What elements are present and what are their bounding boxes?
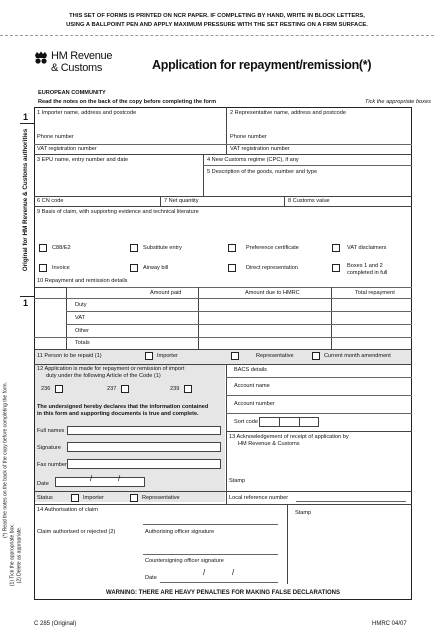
form-title: Application for repayment/remission(*): [152, 58, 372, 72]
declaration-line2: in this form and supporting documents is true and complete.: [37, 411, 199, 417]
footnote-2: (1) Tick the appropriate box.: [9, 523, 16, 587]
divider-12-bacs: [226, 364, 227, 504]
tick-boxes-label: Tick the appropriate boxes: [365, 99, 431, 105]
date-14-label: Date: [145, 575, 157, 581]
logo-line2: & Customs: [51, 62, 103, 74]
read-notes-label: Read the notes on the back of the copy before completing the form: [38, 99, 217, 105]
repay-representative-checkbox[interactable]: [231, 352, 239, 360]
divider-7-8: [284, 196, 285, 206]
field-2-label: 2 Representative name, address and postcode: [230, 110, 346, 116]
substitute-entry-label: Substitute entry: [143, 245, 182, 251]
field-14-label: 14 Authorisation of claim: [37, 507, 98, 513]
current-month-checkbox[interactable]: [312, 352, 320, 360]
article-239-checkbox[interactable]: [184, 385, 192, 393]
row-vat-label: VAT: [75, 315, 86, 321]
sort-code-input[interactable]: [259, 417, 319, 427]
divider-14-stamp: [287, 504, 288, 584]
article-236-checkbox[interactable]: [55, 385, 63, 393]
direct-representation-checkbox[interactable]: [228, 264, 236, 272]
date-14-slash-1: /: [203, 568, 206, 577]
field-3-label: 3 EPU name, entry number and date: [37, 157, 129, 163]
ncr-notice-line2: USING A BALLPOINT PEN AND APPLY MAXIMUM PRESSURE WITH THE SET RESTING ON A FIRM SURFACE.: [66, 22, 368, 28]
authorising-signature-label: Authorising officer signature: [145, 529, 215, 535]
rule-row1[interactable]: [34, 154, 412, 155]
article-237-label: 237: [107, 386, 117, 392]
fax-input[interactable]: [67, 459, 221, 469]
rule-row6: [34, 206, 412, 207]
countersigning-signature-label: Countersigning officer signature: [145, 558, 224, 564]
vat-label-2: VAT registration number: [230, 146, 290, 152]
article-236-label: 236: [41, 386, 51, 392]
authorising-signature-line[interactable]: [143, 524, 278, 525]
rule-phone: [34, 144, 412, 145]
field-1-label: 1 Importer name, address and postcode: [37, 110, 137, 116]
divider-6-7: [160, 196, 161, 206]
copy-number-bottom: 1: [23, 298, 29, 308]
vat-disclaimers-checkbox[interactable]: [332, 244, 340, 252]
phone-label-2: Phone number: [230, 134, 267, 140]
phone-label-1: Phone number: [37, 134, 74, 140]
date-slash-2: /: [118, 474, 121, 483]
row-other-label: Other: [75, 328, 89, 334]
preference-certificate-checkbox[interactable]: [228, 244, 236, 252]
divider-10-c: [331, 287, 332, 349]
divider-1-2: [226, 107, 227, 154]
perforation-line: [0, 35, 434, 36]
rule-10-h4: [34, 337, 412, 338]
boxes-complete-label-2: completed in full: [347, 270, 388, 276]
date-input[interactable]: [55, 474, 145, 487]
rule-row3: [34, 196, 412, 197]
field-11-label: 11 Person to be repaid (1): [37, 353, 102, 359]
direct-representation-label: Direct representation: [246, 265, 298, 271]
sort-code-split-1: [279, 417, 280, 427]
field-10-label: 10 Repayment and remission details: [37, 278, 128, 284]
rule-10-h2: [66, 311, 412, 312]
copy-number-top: 1: [23, 112, 29, 122]
side-original-label: Original for HM Revenue & Customs authorities: [21, 128, 29, 272]
account-name-label: Account name: [234, 383, 270, 389]
field-12-line1: 12 Application is made for repayment or remission of import: [37, 366, 185, 372]
boxes-complete-label-1: Boxes 1 and 2: [347, 263, 383, 269]
status-representative-checkbox[interactable]: [130, 494, 138, 502]
article-239-label: 239: [170, 386, 180, 392]
footnote-3: (2) Delete as appropriate.: [16, 526, 23, 584]
claim-authorised-label: Claim authorised or rejected (2): [37, 529, 116, 535]
field-12-line2: duty under the following Article of the Code (1): [46, 373, 161, 379]
field-13-line1: 13 Acknowledgement of receipt of application by: [229, 434, 349, 440]
field-5-label: 5 Description of the goods, number and type: [207, 169, 318, 175]
countersigning-signature-line[interactable]: [143, 554, 278, 555]
current-month-label: Current month amendment: [324, 353, 391, 359]
local-reference-label: Local reference number: [229, 495, 289, 501]
field-4-label: 4 New Customs regime (CPC), if any: [207, 157, 299, 163]
status-representative-label: Representative: [142, 495, 180, 501]
rule-bacs-1: [226, 377, 412, 378]
rule-13-ref: [226, 491, 412, 492]
amount-paid-header: Amount paid: [150, 290, 182, 296]
preference-certificate-label: Preference certificate: [246, 245, 299, 251]
date-14-slash-2: /: [232, 568, 235, 577]
form-code-footer: C 285 (Original): [34, 621, 77, 627]
repay-importer-checkbox[interactable]: [145, 352, 153, 360]
rule-4-5: [203, 165, 412, 166]
full-names-input[interactable]: [67, 426, 221, 435]
signature-input[interactable]: [67, 442, 221, 452]
ncr-notice-line1: THIS SET OF FORMS IS PRINTED ON NCR PAPER. IF COMPLETING BY HAND, WRITE IN BLOCK LETTERS,: [69, 13, 365, 19]
repay-importer-label: Importer: [157, 353, 178, 359]
field-6-label: 6 CN code: [37, 198, 64, 204]
vat-disclaimers-label: VAT disclaimers: [347, 245, 387, 251]
signature-label: Signature: [37, 445, 61, 451]
substitute-entry-checkbox[interactable]: [130, 244, 138, 252]
declaration-line1: The undersigned hereby declares that the information contained: [37, 404, 209, 410]
row-totals-label: Totals: [75, 340, 90, 346]
date-slash-1: /: [90, 474, 93, 483]
date-14-line[interactable]: [160, 582, 278, 583]
rule-10-h1: [34, 298, 412, 299]
field-8-label: 8 Customs value: [288, 198, 330, 204]
field-7-label: 7 Net quantity: [164, 198, 199, 204]
divider-3-4: [203, 154, 204, 196]
c88-label: C88/E2: [52, 245, 71, 251]
article-237-checkbox[interactable]: [121, 385, 129, 393]
amount-due-header: Amount due to HMRC: [245, 290, 300, 296]
c88-checkbox[interactable]: [39, 244, 47, 252]
divider-10-a: [66, 287, 67, 349]
invoice-checkbox[interactable]: [39, 264, 47, 272]
stamp-14-label: Stamp: [295, 510, 312, 516]
rule-status: [34, 491, 226, 492]
side-rule-top: [20, 123, 34, 124]
boxes-complete-checkbox[interactable]: [332, 264, 340, 272]
account-number-label: Account number: [234, 401, 275, 407]
full-names-label: Full names: [37, 428, 65, 434]
logo-line1: HM Revenue: [51, 50, 113, 62]
field-13-line2: HM Revenue & Customs: [238, 441, 300, 447]
rule-bacs-3: [226, 413, 412, 414]
sort-code-split-2: [299, 417, 300, 427]
fax-label: Fax number: [37, 462, 67, 468]
rule-10-h3: [66, 324, 412, 325]
warning-text: WARNING: THERE ARE HEAVY PENALTIES FOR MAKING FALSE DECLARATIONS: [105, 590, 340, 596]
date-label: Date: [37, 481, 49, 487]
status-label: Status: [37, 495, 53, 501]
hmrc-crest-icon: [34, 51, 48, 70]
bacs-details-label: BACS details: [234, 367, 267, 373]
local-reference-input[interactable]: [296, 501, 406, 502]
total-repayment-header: Total repayment: [355, 290, 395, 296]
status-importer-label: Importer: [83, 495, 104, 501]
rule-10-header: [66, 287, 412, 288]
field-9-label: 9 Basis of claim, with supporting evidence and technical literature: [37, 209, 199, 215]
sort-code-label: Sort code: [234, 419, 258, 425]
footnote-1: (*) Read the notes on the back of the copy before completing the form.: [2, 382, 9, 538]
european-community-label: EUROPEAN COMMUNITY: [38, 90, 106, 96]
rule-bacs-2: [226, 395, 412, 396]
row-duty-label: Duty: [75, 302, 87, 308]
repay-representative-label: Representative: [256, 353, 294, 359]
rule-row12: [34, 504, 412, 505]
side-rule-bottom: [20, 296, 34, 297]
airway-bill-label: Airway bill: [143, 265, 169, 271]
divider-10-b: [198, 287, 199, 349]
vat-label-1: VAT registration number: [37, 146, 97, 152]
stamp-13-label: Stamp: [229, 478, 246, 484]
invoice-label: Invoice: [52, 265, 70, 271]
status-importer-checkbox[interactable]: [71, 494, 79, 502]
airway-bill-checkbox[interactable]: [130, 264, 138, 272]
rule-bacs-end: [226, 431, 412, 432]
version-footer: HMRC 04/07: [372, 621, 407, 627]
